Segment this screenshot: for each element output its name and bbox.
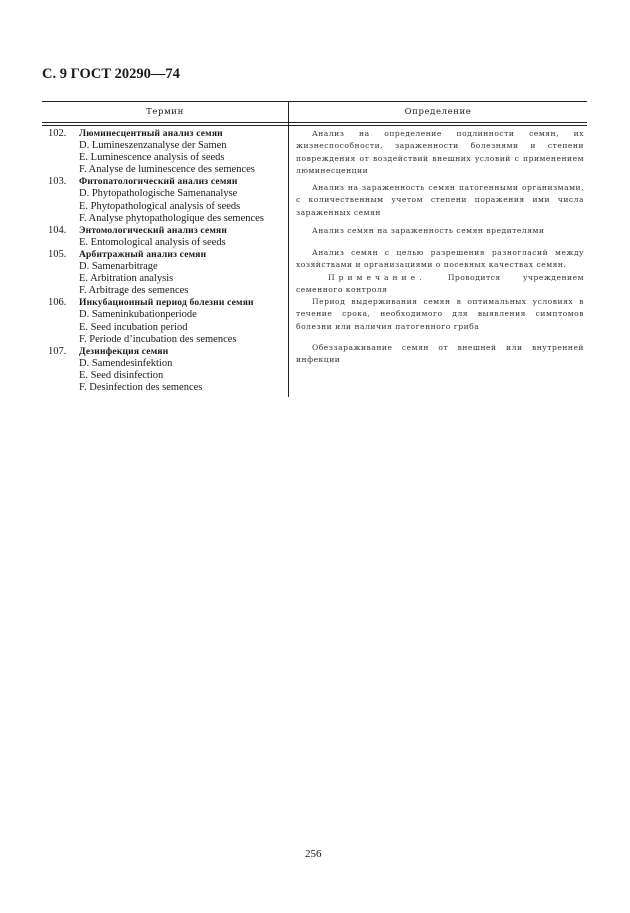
definition xyxy=(296,247,584,297)
term-translation: E. Seed disinfection xyxy=(79,369,164,381)
term-russian: Энтомологический анализ семян xyxy=(79,225,228,236)
definition xyxy=(296,128,584,178)
term-number: 107. xyxy=(48,345,67,357)
term-translation: D. Samenarbitrage xyxy=(79,261,158,273)
header-rule-1 xyxy=(42,122,587,123)
column-header-definition: Определение xyxy=(404,107,472,117)
definition xyxy=(296,296,584,333)
term-heading xyxy=(48,225,288,237)
definition-note xyxy=(296,272,584,297)
definition xyxy=(296,182,584,219)
term-russian: Инкубационный период болезни семян xyxy=(79,298,254,309)
definition xyxy=(296,342,584,367)
term-number: 105. xyxy=(48,248,67,260)
term-russian: Дезинфекция семян xyxy=(79,346,169,357)
term-translation: F. Periode d’incubation des semences xyxy=(79,333,237,345)
definition-text: Обеззараживание семян от внешней или внутренней инфекции xyxy=(296,343,584,365)
definition-text: Анализ семян на зараженность семян вредителями xyxy=(312,226,545,235)
term-translation: D. Lumineszenzanalyse der Samen xyxy=(79,140,227,152)
term-translation: E. Phytopathological analysis of seeds xyxy=(79,200,241,212)
page-number: 256 xyxy=(305,848,322,860)
definition-text: Период выдерживания семян в оптимальных условиях в течение срока, необходимого для выявления симптомов болезни или наличия патогенного гриба xyxy=(296,297,584,331)
term-translation: D. Sameninkubationperiode xyxy=(79,309,197,321)
term-number: 103. xyxy=(48,176,67,188)
definition xyxy=(296,225,584,237)
term-translation: F. Analyse de luminescence des semences xyxy=(79,164,255,176)
term-number: 106. xyxy=(48,297,67,309)
header-rule-2 xyxy=(42,125,587,126)
term-number: 104. xyxy=(48,224,67,236)
term-translation: F. Desinfection des semences xyxy=(79,381,203,393)
term-russian: Фитопатологический анализ семян xyxy=(79,177,238,188)
term-number: 102. xyxy=(48,128,67,139)
term-russian: Арбитражный анализ семян xyxy=(79,249,207,260)
column-header-terms: Термин xyxy=(146,107,184,117)
definition-text: Анализ на определение подлинности семян, их жизнеспособности, зараженности болезнями и степени повреждения от воздействий внешних условий с применением люминесценции xyxy=(296,129,584,176)
term-translation: E. Luminescence analysis of seeds xyxy=(79,152,225,164)
table-top-rule xyxy=(42,101,587,102)
term-translation: E. Entomological analysis of seeds xyxy=(79,236,226,248)
term-translation: F. Arbitrage des semences xyxy=(79,285,189,297)
term-translation: E. Seed incubation period xyxy=(79,321,188,333)
definition-text: Анализ на зараженность семян патогенными организмами, с количественным учетом степени поражения ими числа зараженных семян xyxy=(296,183,584,217)
terms-column xyxy=(48,128,288,394)
term-translation: D. Phytopathologische Samenanalyse xyxy=(79,188,238,200)
column-divider xyxy=(288,101,289,397)
note-label: Примечание. xyxy=(328,272,426,282)
term-heading xyxy=(48,346,288,358)
term-translation: E. Arbitration analysis xyxy=(79,273,174,285)
term-translation: F. Analyse phytopathologique des semences xyxy=(79,212,264,224)
page-title: С. 9 ГОСТ 20290—74 xyxy=(42,66,180,82)
term-translation: D. Samendesinfektion xyxy=(79,357,173,369)
term-heading xyxy=(48,249,288,261)
definition-text: Анализ семян с целью разрешения разногласий между хозяйствами и организациями о посевных качествах семян. xyxy=(296,248,584,270)
term-russian: Люминесцентный анализ семян xyxy=(79,129,223,139)
term-heading xyxy=(48,176,288,188)
term-heading xyxy=(48,297,288,309)
note-text: Проводится учреждением семенного контроля xyxy=(296,272,584,295)
term-heading xyxy=(48,128,288,140)
